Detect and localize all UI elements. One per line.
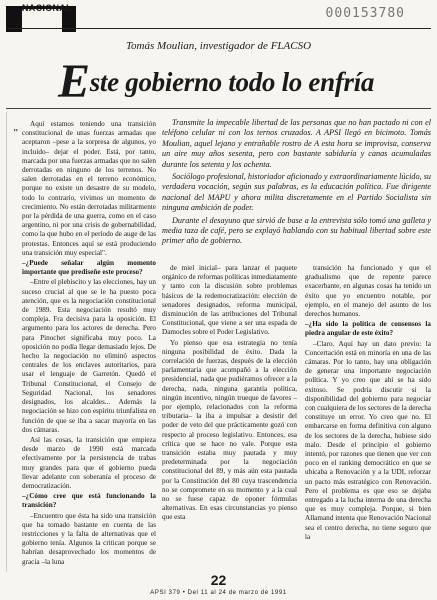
column-2 [162, 264, 297, 589]
byline: Tomás Moulian, investigador de FLACSO [125, 40, 312, 52]
body-paragraph: Yo pienso que esa estrategia no tenía ninguna posibilidad de éxito. Dada la correlación de fuerzas, después de la elección parlamentaria que acompañó a la elección presidencial, nada que pudiéramos ofrecer a la derecha, nada, ninguna garantía política, ningún incentivo, ningún trueque de favores –por ejemplo, relacionados con la reforma tributaria– la iba a impulsar a desistir del poder de veto del que prácticamente gozó con respecto al proceso legislativo. Entonces, esa crítica que se hace no vale. Porque esta transición estaba muy pautada y muy predeterminada por la negociación constitucional del 89, y más aún esta pautada por la Constitución del 80 cuya trascendencia no se compromete en su momento y a la cual no se fuese capaz de oponer fórmulas alternativas. En esas circunstancias yo pienso que esta [162, 338, 297, 522]
column-3 [305, 264, 431, 589]
column-1 [22, 120, 156, 585]
intro-paragraph: Sociólogo profesional, historiador aficionado y extraordinariamente lúcido, su verdadera vocación, según sus palabras, es la educación política. Fue dirigente nacional del MAPU y ahora milita discretamente en el Partido Socialista sin ninguna ambición de poder. [162, 172, 431, 213]
body-paragraph: transición ha funcionado y que el gradualismo que de repente parece exacerbante, en algunas cosas ha tenido un éxito que yo encuentro notable, por ejemplo, en el manejo del asunto de los derechos humanos. [305, 264, 431, 319]
top-rule [6, 28, 431, 29]
quote-mark: " [13, 128, 19, 139]
body-paragraph: –Encuentro que ésta ha sido una transición que ha tomado bastante en cuenta de las restricciones y la falta de alternativas que el gobierno tenía. Algunos la critican porque se habrían desaprovechado los momentos de gracia –la luna [22, 511, 156, 566]
side-rule [6, 112, 7, 572]
body-paragraph: de miel inicial– para lanzar el paquete orgánico de reformas políticas inmediatamente y tanto con la discusión sobre problemas básicos de la redemocratización: elección de senadores designados, reforma municipal, disminución de las atribuciones del Tribunal Constitucional, que viene a ser una espada de Damocles sobre el Poder Legislativo. [162, 264, 297, 337]
interview-question: –¿Puede señalar algún momento importante que prediseñe este proceso? [22, 259, 156, 277]
body-paragraph: –Claro. Aquí hay un dato previo: la Concertación está en minoría en una de las cámaras. Por lo tanto, hay una obligación de generar una importante negociación política. Y yo creo que ahí se ha sido exitoso. Se podría discutir si la disponibilidad del gobierno para negociar con cualquiera de los sectores de la derecha constituye un error. Yo creo que no. El embarcarse en forma definitiva con alguno de los sectores de la derecha, hubiese sido malo. Desde el principio el gobierno intentó, por razones que tienen que ver con poco en el ranking democrático en que se ubicaba a Renovación y a la UDI, reforzar un pacto más estratégico con Renovación. Pero el problema es que eso se dejaba entregado a la lucha interna de una derecha que es muy compleja. Porque, si bien Allamand intenta que Renovación Nacional sea el centro derecha, no tiene seguro que la [305, 339, 431, 541]
intro-paragraph: Transmite la impecable libertad de las personas que no han pactado ni con el teléfono celular ni con los ternos cruzados. A APSI llegó en bicimoto. Tomás Moulian, aquel lejano y entrañable rostro de A esta hora se improvisa, conserva un aire muy años sesenta, pero con bastante sabiduría y canas acumuladas durante los setenta y los ochenta. [162, 118, 431, 169]
body-paragraph: –Entre el plebiscito y las elecciones, hay un suceso crucial al que se le ha puesto poca atención, que es la negociación constitucional de 1989. Esta negociación resultó muy compleja. Fra decisiva para la oposición. El argumento para los actores de derecha. Pero para Pinochet significaba muy poco. La oposición no podía llegar demasiado lejos. De hecho la negociación no eliminó aspectos centrales de los enclaves autoritarios, para usar el lenguaje de Garretón. Quedó el Tribunal Constitucional, el Consejo de Seguridad Nacional, los senadores designados, los alcaldes... Además la negociación se hizo con espíritu triunfalista en función de que se iba a sacar mayoría en las dos cámaras. [22, 278, 156, 434]
headline-initial: E [58, 55, 90, 108]
body-paragraph: Aquí estamos teniendo una transición constitucional de unas fuerzas armadas que aceptaron –pese a la sorpresa de algunos, yo incluido– dejar el poder. Está, por tanto, marcada por una fuerzas armadas que no salen derrotadas en ninguno de los terrenos. No salen derrotadas en el terreno económico, porque no existe un desastre de su modelo, todo lo contrario, vivimos un momento de crecimiento. No están derrotadas militarmente por la pérdida de una guerra, como en el caso argentino, ni por una crisis de gobernabilidad, como la que hubo en el período de auge de las protestas. Entonces aquí se está produciendo una transición muy especial". [22, 120, 156, 257]
interview-question: –¿Ha sido la política de consensos la piedra angular de este éxito? [305, 320, 431, 338]
archive-stamp: 000153780 [325, 6, 405, 21]
intro-text [162, 118, 431, 249]
headline-rule [6, 108, 431, 109]
body-paragraph: Así las cosas, la transición que empieza desde marzo de 1990 está marcada efectivamente por la persistencia de trabas muy grandes para que el gobierno pueda llevar adelante con soberanía el proceso de democratización. [22, 435, 156, 490]
headline-text: ste gobierno todo lo enfría [89, 67, 375, 97]
interview-question: –¿Cómo cree que está funcionando la transición? [22, 492, 156, 510]
intro-paragraph: Durante el desayuno que sirvió de base a la entrevista sólo tomó una galleta y media taza de café, pero se explayó hablando con su habitual libertad sobre este primer año de gobierno. [162, 215, 431, 246]
footer-text: APSI 379 • Del 11 al 24 de marzo de 1991 [150, 590, 287, 596]
page-number: 22 [210, 572, 227, 588]
section-label: NACIONAL [22, 3, 72, 13]
headline [58, 55, 375, 108]
